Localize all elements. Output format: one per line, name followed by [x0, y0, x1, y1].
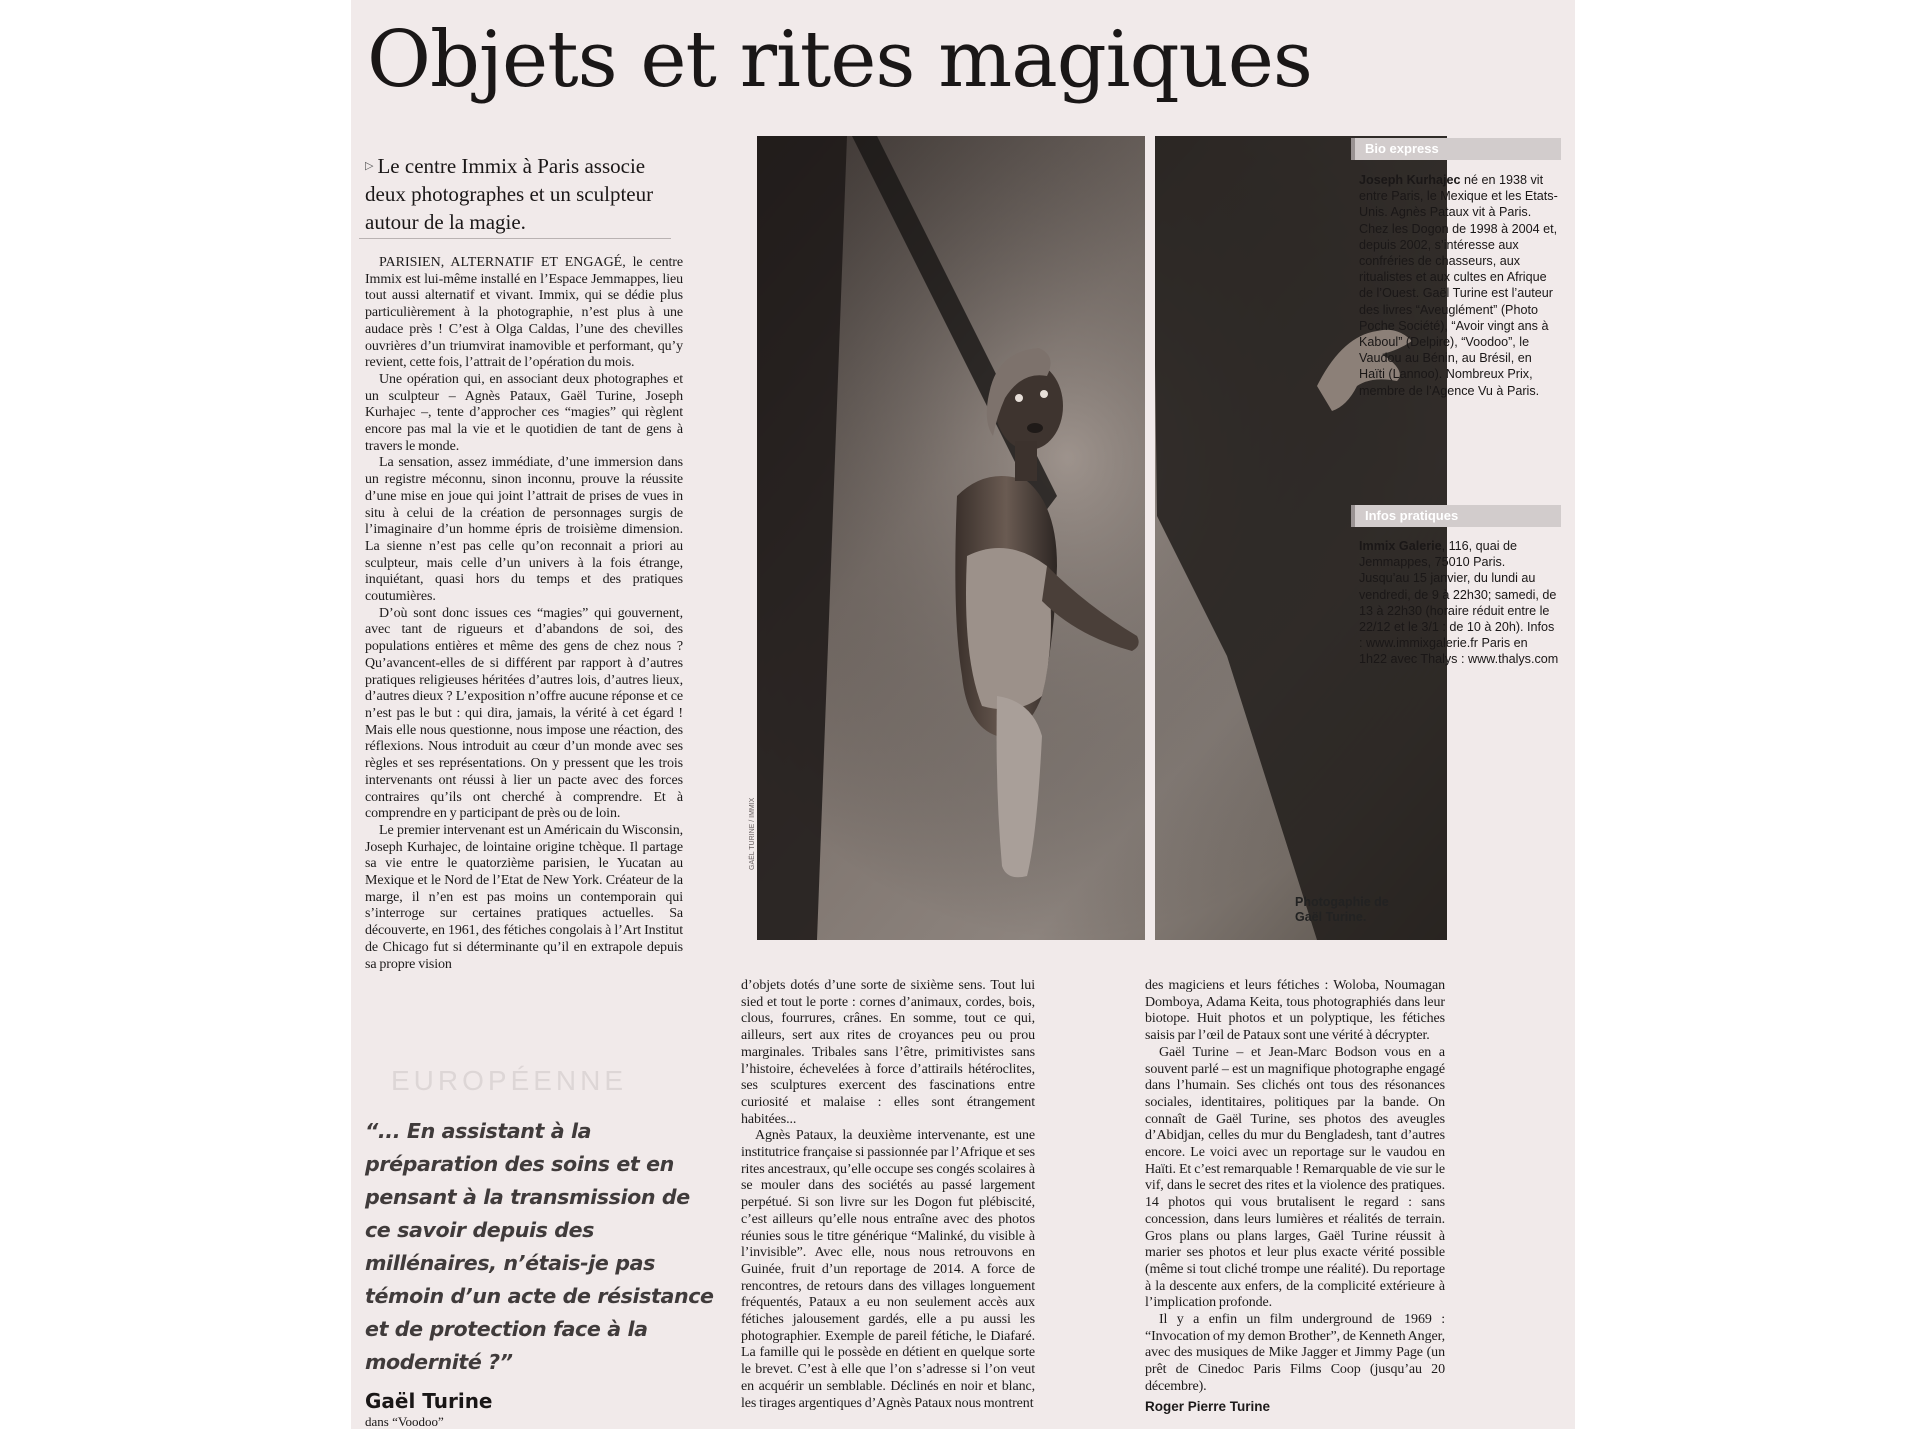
headline: Objets et rites magiques — [367, 15, 1312, 105]
article-paragraph: Il y a enfin un film underground de 1969 : “Invocation of my demon Brother”, de Kenneth Anger, avec des musiques de Mike Jagger et Jimmy Page (un prêt de Cinedoc Paris Films Coop (jusqu’au 20 décembre). — [1145, 1312, 1445, 1394]
pull-quote: “... En assistant à la préparation des soins et en pensant à la transmission de ce savoir depuis des millénaires, n’étais-je pas témoin d’un acte de résistance et de protection face à la modernité ?” — [365, 1119, 714, 1374]
article-paragraph: d’objets dotés d’une sorte de sixième sens. Tout lui sied et tout le porte : cornes d’animaux, cordes, bois, clous, fourrures, crânes. En somme, tout ce qui, ailleurs, sert aux rites de croyances peu ou prou marginales. Tribales sans l’être, primitivistes sans l’histoire, échevelées à force d’attirails hétéroclites, ses sculptures exercent des fascinations entre curiosité et malaise : elles sont étrangement habitées... — [741, 978, 1035, 1127]
lede-divider — [359, 238, 671, 239]
newspaper-page — [351, 0, 1575, 1429]
article-paragraph: Une opération qui, en associant deux photographes et un sculpteur – Agnès Pataux, Gaël Turine, Joseph Kurhajec –, tente d’approcher ces “magies” qui règlent encore pas mal la vie et le quotidien de tant de gens à travers le monde. — [365, 371, 683, 454]
venue-details: , 116, quai de Jemmappes, 75010 Paris. Jusqu’au 15 janvier, du lundi au vendredi, de 9 à 22h30; samedi, de 13 à 22h30 (horaire réduit entre le 22/12 et le 3/1 : de 10 à 20h). Infos : www.immixgalerie.fr Paris en 1h22 avec Thalys : www.thalys.com — [1359, 539, 1559, 667]
article-paragraph: D’où sont donc issues ces “magies” qui gouvernent, avec tant de rigueurs et d’abandons de soi, des populations entières et même des gens de chez nous ? Qu’avancent-elles de si différent par rapport à d’autres pratiques religieuses héritées d’autres lois, d’autres lieux, d’autres dieux ? L’exposition n’offre aucune réponse et ce n’est pas le but : qui dira, jamais, la vérité à cet égard ! Mais elle nous questionne, nous impose une réaction, des réflexions. Nous introduit au cœur d’un monde avec ses règles et ses représentations. On y pressent que les trois intervenants ont réussi à lier un pacte avec des forces contraires qu’ils ont cherché à comprendre. Et à comprendre en y participant de près ou de loin. — [365, 605, 683, 822]
lede-text: Le centre Immix à Paris associe deux photographes et un sculpteur autour de la magie. — [365, 154, 654, 234]
article-paragraph: des magiciens et leurs fétiches : Woloba, Noumagan Domboya, Adama Keita, tous photographiés dans leur biotope. Huit photos et un polyptique, les fétiches saisis par l’œil de Pataux sont une vérité à décrypter. — [1145, 978, 1445, 1044]
article-paragraph: La sensation, assez immédiate, d’une immersion dans un registre méconnu, sinon inconnu, prouve la réussite d’une mise en joue qui joint l’attrait de prises de vues in situ à celui de la création de personnages surgis de l’imaginaire d’un homme épris de troisième dimension. La sienne n’est pas celle qu’on reconnait a priori au sculpteur, mais celle d’un univers à la fois étrange, inquiétant, quasi hors du temps et des pratiques coutumières. — [365, 455, 683, 605]
photo-credit: GAËL TURINE / IMMIX — [749, 797, 756, 870]
show-through-text: EUROPÉENNE — [391, 1065, 628, 1096]
lead-in: PARISIEN, ALTERNATIF ET ENGAGÉ, — [379, 255, 626, 270]
infos-pratiques-text — [1359, 538, 1559, 668]
bio-name: Joseph Kurhajec — [1359, 173, 1461, 187]
infos-pratiques-heading: Infos pratiques — [1351, 505, 1561, 527]
venue-name: Immix Galerie — [1359, 539, 1442, 553]
byline: Roger Pierre Turine — [1145, 1399, 1271, 1414]
article-column-2 — [741, 978, 1035, 1412]
pull-quote-author: Gaël Turine — [365, 1389, 493, 1413]
article-paragraph: Agnès Pataux, la deuxième intervenante, est une institutrice française si passionnée par l’Afrique et ses rites ancestraux, qu’elle occupe ses congés scolaires à se mouler dans des sociétés au passé largement perpétué. Si son livre sur les Dogon fut plébiscité, c’est ailleurs qu’elle nous entraîne avec des photos réunies sous le titre générique “Malinké, du visible à l’invisible”. Avec elle, nous nous retrouvons en Guinée, fruit d’un reportage de 2014. A force de rencontres, de retours dans des villages longuement fréquentés, Pataux a eu non seulement accès aux fétiches jalousement gardés, elle a pu aussi les photographier. Exemple de pareil fétiche, le Diafaré. La famille qui le possède en détient en quelque sorte le brevet. C’est à elle que l’on s’adresse si l’on veut en acquérir un semblable. Déclinés en noir et blanc, les tirages argentiques d’Agnès Pataux nous montrent — [741, 1128, 1035, 1411]
voodoo-ritual-photo — [757, 136, 1447, 940]
article-paragraph — [365, 255, 683, 372]
article-paragraph: Gaël Turine – et Jean-Marc Bodson vous en a souvent parlé – est un magnifique photographe engagé dans l’humain. Ses clichés ont tous des résonances sociales, identitaires, politiques par la bande. On connaît de Gaël Turine, ses photos des aveugles d’Abidjan, celles du mur du Bengladesh, tant d’autres encore. Le voici avec un reportage sur le vaudou en Haïti. Et c’est remarquable ! Remarquable de vie sur le vif, dans le secret des rites et la violence des pratiques. 14 photos qui vous brutalisent le regard : sans concession, dans leurs lumières et réalités de terrain. Gros plans ou plans larges, Gaël Turine réussit à marier ses photos et leur plus exacte vérité possible (même si tout cliché trompe une réalité). Du reportage à la descente aux enfers, de la complicité extérieure à l’implication profonde. — [1145, 1044, 1445, 1311]
pull-quote-source: dans “Voodoo” — [365, 1414, 444, 1429]
bio-express-text — [1359, 172, 1559, 399]
article-column-1 — [365, 255, 683, 973]
article-column-3 — [1145, 978, 1445, 1396]
photo-caption: Photogaphie de Gaël Turine. — [1295, 895, 1389, 924]
bio-express-heading: Bio express — [1351, 138, 1561, 160]
triangle-bullet-icon: ▷ — [365, 159, 374, 172]
lede — [365, 152, 685, 236]
bio-body: né en 1938 vit entre Paris, le Mexique et les Etats-Unis. Agnès Pataux vit à Paris. Chez les Dogon de 1998 à 2004 et, depuis 2002, s’intéresse aux confréries de chasseurs, aux ritualistes et aux cultes en Afrique de l’Ouest. Gaël Turine est l’auteur des livres “Aveuglément” (Photo Poche Société), “Avoir vingt ans à Kaboul” (Delpire), “Voodoo”, le Vaudou au Bénin, au Brésil, en Haïti (Lannoo). Nombreux Prix, membre de l’Agence Vu à Paris. — [1359, 173, 1558, 398]
paragraph-text: le centre Immix est lui-même installé en l’Espace Jemmappes, lieu tout aussi alternatif et vivant. Immix, qui se dédie plus particulièrement à la photographie, n’est plus à une audace près ! C’est à Olga Caldas, l’une des chevilles ouvrières d’un triumvirat inamovible et performant, qu’y revient, cette fois, l’attrait de l’opération du mois. — [365, 255, 683, 371]
article-paragraph: Le premier intervenant est un Américain du Wisconsin, Joseph Kurhajec, de lointaine origine tchèque. Il partage sa vie entre le quatorzième parisien, le Yucatan au Mexique et le Nord de l’Etat de New York. Créateur de la marge, il n’en est pas moins un contemporain qui s’interroge sur certaines pratiques actuelles. Sa découverte, en 1961, des fétiches congolais à l’Art Institut de Chicago fut si déterminante qu’il en extrapole depuis sa propre vision — [365, 822, 683, 972]
